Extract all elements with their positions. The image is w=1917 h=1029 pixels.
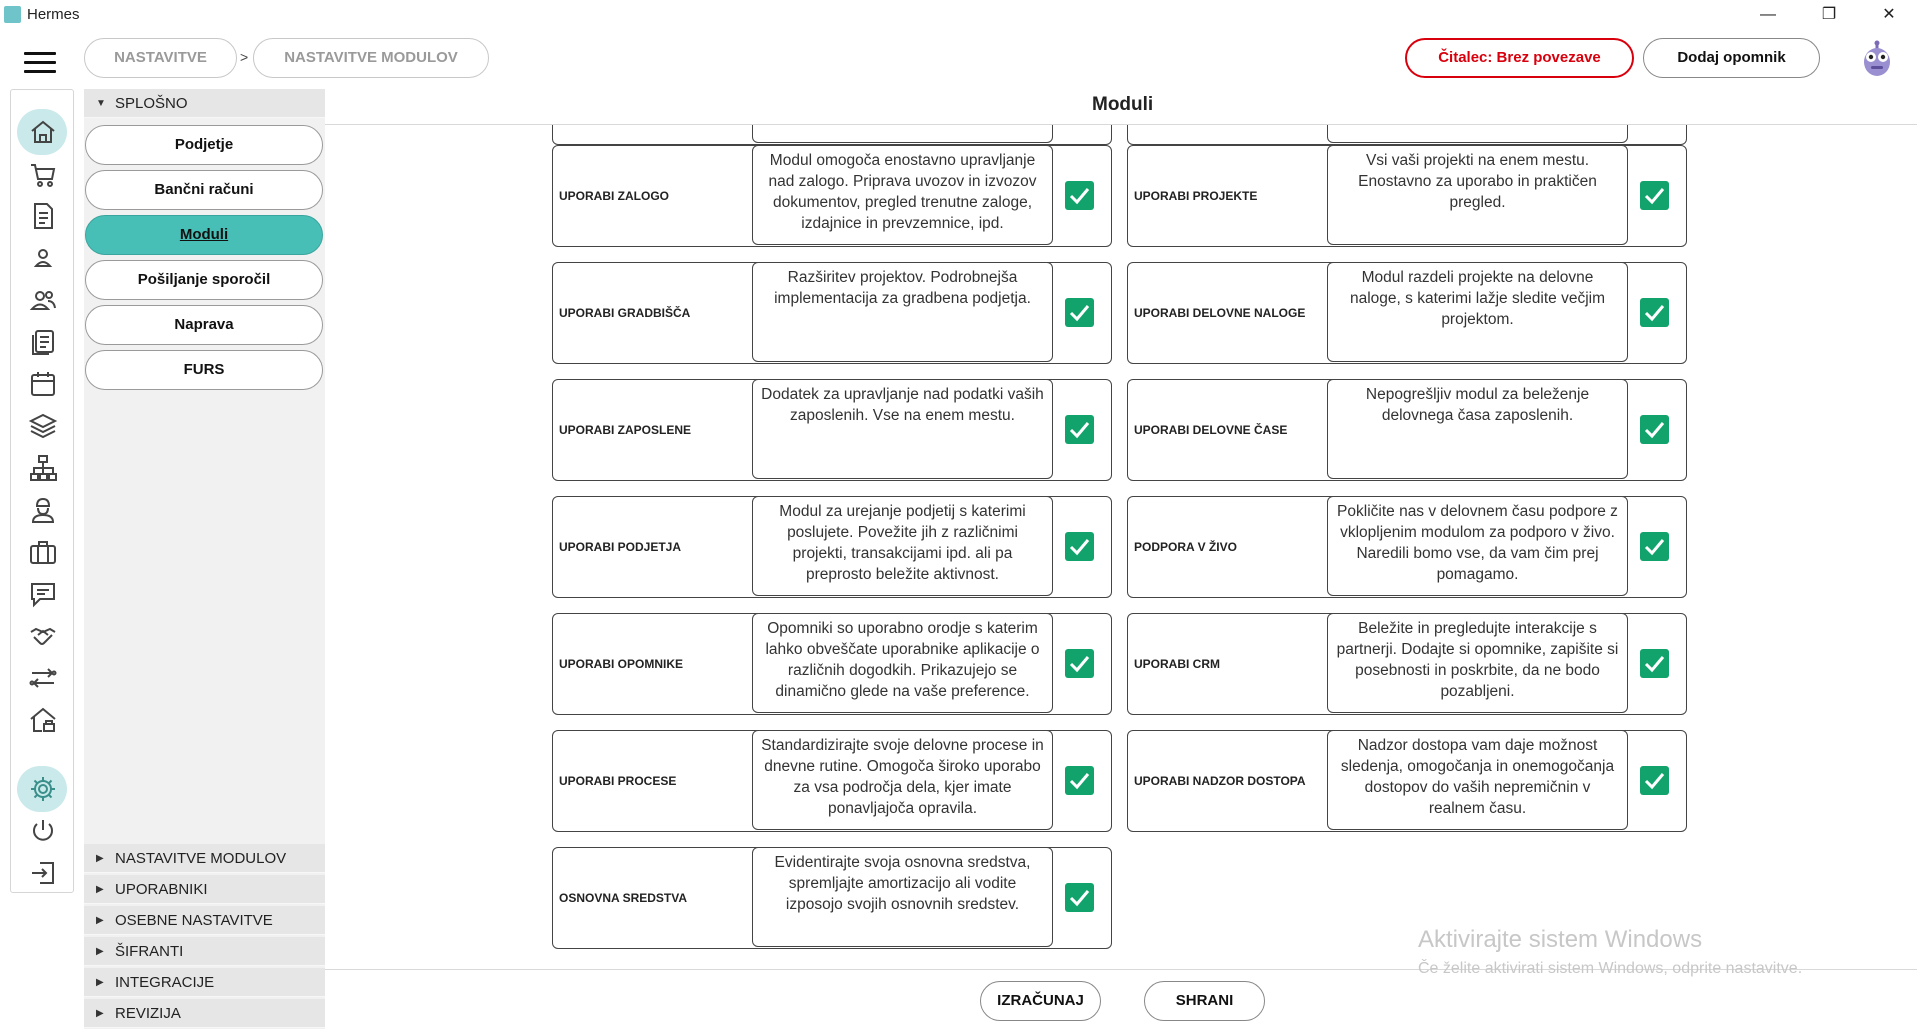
add-reminder-button[interactable]: Dodaj opomnik [1643, 38, 1820, 78]
checkmark-icon [1065, 532, 1094, 561]
module-description: Razširitev projektov. Podrobnejša implementacija za gradbena podjetja. [752, 262, 1053, 362]
window-title: Hermes [27, 6, 80, 23]
triangle-down-icon: ▼ [96, 98, 106, 109]
checkmark-icon [1065, 181, 1094, 210]
module-card [552, 496, 1112, 598]
module-card [1127, 262, 1687, 364]
breadcrumb-module-settings[interactable]: NASTAVITVE MODULOV [253, 38, 489, 78]
section-label: INTEGRACIJE [115, 974, 215, 991]
checkmark-icon [1065, 766, 1094, 795]
layers-icon[interactable] [28, 411, 58, 441]
triangle-right-icon: ▶ [96, 915, 104, 926]
power-icon[interactable] [28, 816, 58, 846]
section-label: OSEBNE NASTAVITVE [115, 912, 273, 929]
section-module-settings[interactable] [84, 844, 325, 873]
section-codebooks[interactable] [84, 937, 325, 966]
section-label: REVIZIJA [115, 1005, 181, 1022]
module-enabled-checkbox[interactable] [1065, 181, 1094, 210]
icon-rail [10, 89, 74, 893]
module-description: Beležite in pregledujte interakcije s partnerji. Dodajte si opomnike, zapišite si posebnosti in poskrbite, da ne bodo pozabljeni. [1327, 613, 1628, 713]
module-card [552, 262, 1112, 364]
avatar[interactable] [1860, 40, 1894, 78]
module-card-partial [1127, 125, 1687, 145]
module-card [1127, 379, 1687, 481]
settings-panel [84, 89, 325, 1029]
checkmark-icon [1640, 532, 1669, 561]
people-icon[interactable] [28, 285, 58, 315]
documents-icon[interactable] [28, 327, 58, 357]
module-label: PODPORA V ŽIVO [1134, 540, 1237, 554]
triangle-right-icon: ▶ [96, 1008, 104, 1019]
menu-item-company[interactable]: Podjetje [85, 125, 323, 165]
chat-icon[interactable] [28, 579, 58, 609]
module-enabled-checkbox[interactable] [1065, 415, 1094, 444]
module-card [552, 847, 1112, 949]
module-label: UPORABI ZALOGO [559, 189, 669, 203]
module-label: UPORABI OPOMNIKE [559, 657, 684, 671]
section-label: NASTAVITVE MODULOV [115, 850, 287, 867]
module-enabled-checkbox[interactable] [1640, 298, 1669, 327]
app-logo-icon [4, 6, 21, 23]
module-label: UPORABI NADZOR DOSTOPA [1134, 774, 1306, 788]
checkmark-icon [1065, 298, 1094, 327]
module-enabled-checkbox[interactable] [1640, 649, 1669, 678]
checkmark-icon [1640, 181, 1669, 210]
module-description-partial [752, 125, 1053, 143]
module-description: Nadzor dostopa vam daje možnost sledenja, omogočanja in onemogočanja dostopov do vaših nepremičnin v realnem času. [1327, 730, 1628, 830]
module-enabled-checkbox[interactable] [1065, 298, 1094, 327]
module-card [552, 730, 1112, 832]
module-description: Pokličite nas v delovnem času podpore z vklopljenim modulom za podporo v živo. Naredili bomo vse, da vam čim prej pomagamo. [1327, 496, 1628, 596]
checkmark-icon [1640, 766, 1669, 795]
module-description: Modul za urejanje podjetij s katerimi poslujete. Povežite jih z različnimi projekti, transakcijami ipd. ali pa preprosto beležite aktivnost. [752, 496, 1053, 596]
section-audit[interactable] [84, 999, 325, 1028]
section-users[interactable] [84, 875, 325, 904]
checkmark-icon [1640, 415, 1669, 444]
module-label: OSNOVNA SREDSTVA [559, 891, 688, 905]
breadcrumb-separator: > [240, 49, 249, 65]
breadcrumb-settings[interactable]: NASTAVITVE [84, 38, 237, 78]
window-titlebar [0, 0, 1917, 30]
section-general-label: SPLOŠNO [115, 95, 188, 112]
triangle-right-icon: ▶ [96, 946, 104, 957]
maximize-button[interactable]: ❐ [1821, 6, 1837, 23]
checkmark-icon [1065, 415, 1094, 444]
module-card [1127, 730, 1687, 832]
module-enabled-checkbox[interactable] [1065, 766, 1094, 795]
briefcase-icon[interactable] [28, 537, 58, 567]
menu-item-bank-accounts[interactable]: Bančni računi [85, 170, 323, 210]
module-label: UPORABI ZAPOSLENE [559, 423, 692, 437]
module-card [552, 145, 1112, 247]
module-description: Dodatek za upravljanje nad podatki vaših zaposlenih. Vse na enem mestu. [752, 379, 1053, 479]
gear-icon[interactable] [28, 774, 58, 804]
page-title: Moduli [1092, 94, 1154, 115]
section-personal-settings[interactable] [84, 906, 325, 935]
module-label: UPORABI PROJEKTE [1134, 189, 1258, 203]
module-label: UPORABI DELOVNE NALOGE [1134, 306, 1306, 320]
module-card [552, 613, 1112, 715]
module-enabled-checkbox[interactable] [1065, 649, 1094, 678]
save-button[interactable]: SHRANI [1144, 981, 1265, 1021]
minimize-button[interactable]: — [1760, 6, 1776, 23]
menu-item-device[interactable]: Naprava [85, 305, 323, 345]
triangle-right-icon: ▶ [96, 884, 104, 895]
module-card [1127, 496, 1687, 598]
hamburger-menu-icon[interactable] [24, 52, 56, 74]
windows-activation-subtitle: Če želite aktivirati sistem Windows, odprite nastavitve. [1418, 960, 1803, 977]
menu-item-messaging[interactable]: Pošiljanje sporočil [85, 260, 323, 300]
checkmark-icon [1640, 649, 1669, 678]
module-label: UPORABI PODJETJA [559, 540, 682, 554]
person-icon[interactable] [28, 243, 58, 273]
module-enabled-checkbox[interactable] [1640, 766, 1669, 795]
home-icon[interactable] [28, 117, 58, 147]
checkmark-icon [1065, 883, 1094, 912]
module-label: UPORABI GRADBIŠČA [559, 306, 691, 320]
section-integrations[interactable] [84, 968, 325, 997]
calculate-button[interactable]: IZRAČUNAJ [980, 981, 1101, 1021]
module-description: Standardizirajte svoje delovne procese in dnevne rutine. Omogoča široko uporabo za vsa področja dela, kjer imate ponavljajoča opravila. [752, 730, 1053, 830]
hierarchy-icon[interactable] [28, 453, 58, 483]
module-enabled-checkbox[interactable] [1065, 532, 1094, 561]
section-label: ŠIFRANTI [115, 943, 184, 960]
section-label: UPORABNIKI [115, 881, 208, 898]
module-enabled-checkbox[interactable] [1065, 883, 1094, 912]
triangle-right-icon: ▶ [96, 853, 104, 864]
triangle-right-icon: ▶ [96, 977, 104, 988]
module-label: UPORABI DELOVNE ČASE [1134, 423, 1288, 437]
menu-item-furs[interactable]: FURS [85, 350, 323, 390]
module-description: Nepogrešljiv modul za beleženje delovnega časa zaposlenih. [1327, 379, 1628, 479]
worker-icon[interactable] [28, 495, 58, 525]
module-description: Vsi vaši projekti na enem mestu. Enostavno za uporabo in praktičen pregled. [1327, 145, 1628, 245]
module-card [552, 379, 1112, 481]
invoice-icon[interactable] [28, 201, 58, 231]
module-enabled-checkbox[interactable] [1640, 181, 1669, 210]
handshake-icon[interactable] [28, 621, 58, 651]
house-icon[interactable] [28, 705, 58, 735]
transfer-icon[interactable] [28, 663, 58, 693]
module-description: Opomniki so uporabno orodje s katerim lahko obveščate uporabnike aplikacije o različnih dogodkih. Prikazujejo se dinamično glede na vaše preference. [752, 613, 1053, 713]
module-description-partial [1327, 125, 1628, 143]
close-button[interactable]: ✕ [1882, 6, 1896, 23]
module-label: UPORABI PROCESE [559, 774, 677, 788]
module-card-partial [552, 125, 1112, 145]
module-description: Modul razdeli projekte na delovne naloge, s katerimi lažje sledite večjim projektom. [1327, 262, 1628, 362]
section-general[interactable] [84, 89, 325, 118]
module-card [1127, 145, 1687, 247]
cart-icon[interactable] [28, 159, 58, 189]
logout-icon[interactable] [28, 858, 58, 888]
checkmark-icon [1065, 649, 1094, 678]
module-description: Evidentirajte svoja osnovna sredstva, spremljajte amortizacijo ali vodite izposojo svojih osnovnih sredstev. [752, 847, 1053, 947]
reader-status-button[interactable]: Čitalec: Brez povezave [1405, 38, 1634, 78]
modules-grid[interactable] [325, 125, 1917, 969]
module-description: Modul omogoča enostavno upravljanje nad zalogo. Priprava uvozov in izvozov dokumentov, pregled trenutne zaloge, izdajnice in prevzemnice, ipd. [752, 145, 1053, 245]
module-enabled-checkbox[interactable] [1640, 415, 1669, 444]
module-label: UPORABI CRM [1134, 657, 1220, 671]
menu-item-modules[interactable]: Moduli [85, 215, 323, 255]
module-enabled-checkbox[interactable] [1640, 532, 1669, 561]
windows-activation-title: Aktivirajte sistem Windows [1418, 926, 1703, 953]
checkmark-icon [1640, 298, 1669, 327]
module-card [1127, 613, 1687, 715]
calendar-icon[interactable] [28, 369, 58, 399]
